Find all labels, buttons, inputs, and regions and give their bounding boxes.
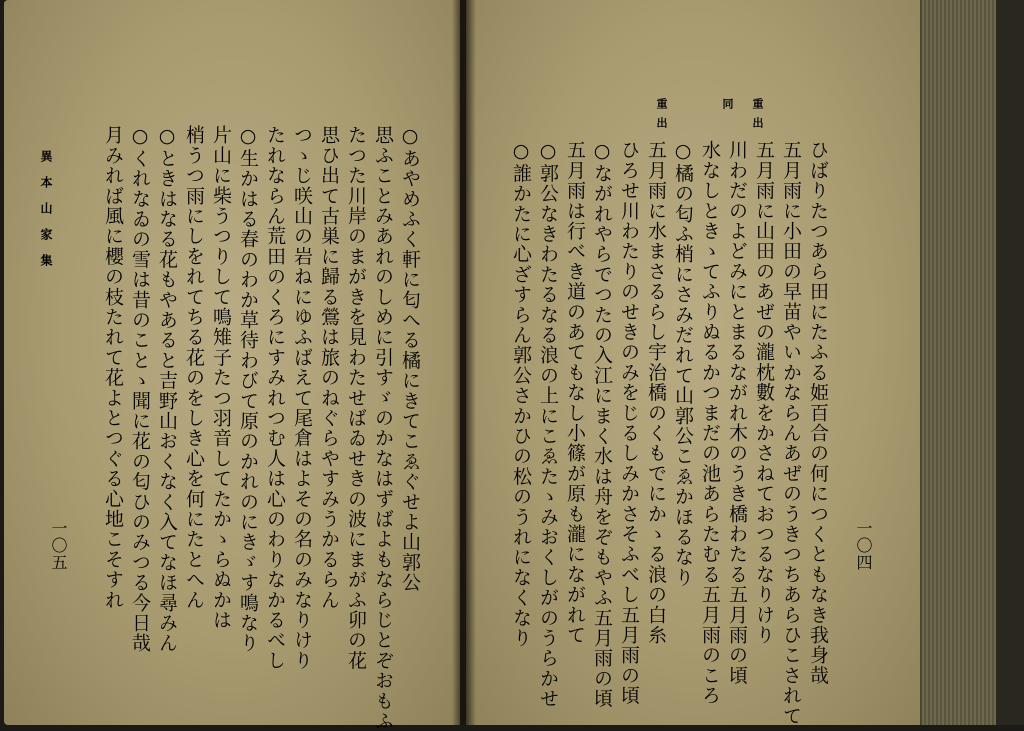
right-page-line-7: 五月雨に水まさるらし宇治橋のくもでにかゝる浪の白糸 [645,140,667,645]
right-page-line-9: ○ながれやらでつたの入江にまく水は舟をぞもやふ五月雨の頃 [591,140,613,709]
right-page-line-3: 五月雨に山田のあぜの瀧枕數をかさねておつるなりけり [753,140,775,645]
page-number-left: 一〇五 [49,520,68,571]
right-page-line-1: ひばりたつあら田にたふる姫百合の何につくともなき我身哉 [807,140,829,686]
left-page-line-2: 思ふことみあれのしめに引すゞのかなはずばよもならじとぞおもふ [372,125,394,731]
page-number-right: 一〇四 [854,520,873,571]
margin-note-3: 重出 [655,98,668,136]
left-page-line-8: 片山に柴うつりして鳴雉子たつ羽音してたかゝらぬかは [210,125,232,630]
left-page-line-11: ○くれなゐの雪は昔のことゝ聞に花の匂ひのみつる今日哉 [129,125,151,654]
right-page-line-10: 五月雨は行べき道のあてもなし小篠が原も瀧にながれて [564,140,586,645]
left-page-line-3: たつた川岸のまがきを見わたせばゐせきの波にまがふ卯の花 [345,125,367,671]
right-page-line-11: ○郭公なきわたるなる浪の上にこゑたゝみおくしがのうらかせ [537,140,559,709]
right-page [466,0,926,725]
right-page-line-4: 川わだのよどみにとまるながれ木のうき橋わたる五月雨の頃 [726,140,748,686]
left-page-line-10: ○ときはなる花もやあると吉野山おくなく入てなほ尋みん [156,125,178,654]
running-header: 異本山家集 [39,150,53,280]
right-page-line-6: ○橘の匂ふ梢にさみだれて山郭公こゑかほるなり [672,140,694,588]
left-page-line-4: 思ひ出て古巣に歸る鶯は旅のねぐらやすみうかるらん [318,125,340,610]
left-page-line-6: たれならん荒田のくろにすみれつむ人は心のわりなかるべし [264,125,286,671]
left-page-line-5: つゝじ咲山の岩ねにゆふばえて尾倉はよその名のみなりけり [291,125,313,671]
book-cover-edge [996,0,1024,725]
right-page-line-12: ○誰かたに心ざすらん郭公さかひの松のうれになくなり [510,140,532,648]
margin-note-2: 同 [721,98,734,117]
left-page-line-7: ○生かはる春のわか草待わびて原のかれのにきゞす鳴なり [237,125,259,654]
right-page-line-8: ひろせ川わたりのせきのみをじるしみかさそふべし五月雨の頃 [618,140,640,706]
book-gutter [452,0,476,725]
left-page-line-1: ○あやめふく軒に匂へる橘にきてこゑぐせよ山郭公 [399,125,421,593]
book-page-edges [920,0,1002,725]
margin-note-1: 重出 [751,98,764,136]
right-page-line-2: 五月雨に小田の早苗やいかならんあぜのうきつちあらひこされて [780,140,802,726]
left-page-line-9: 梢うつ雨にしをれてちる花のをしき心を何にたとへん [183,125,205,610]
left-page-line-12: 月みれば風に櫻の枝たれて花よとつぐる心地こそすれ [102,125,124,610]
right-page-line-5: 水なしときゝてふりぬるかつまだの池あらたむる五月雨のころ [699,140,721,706]
